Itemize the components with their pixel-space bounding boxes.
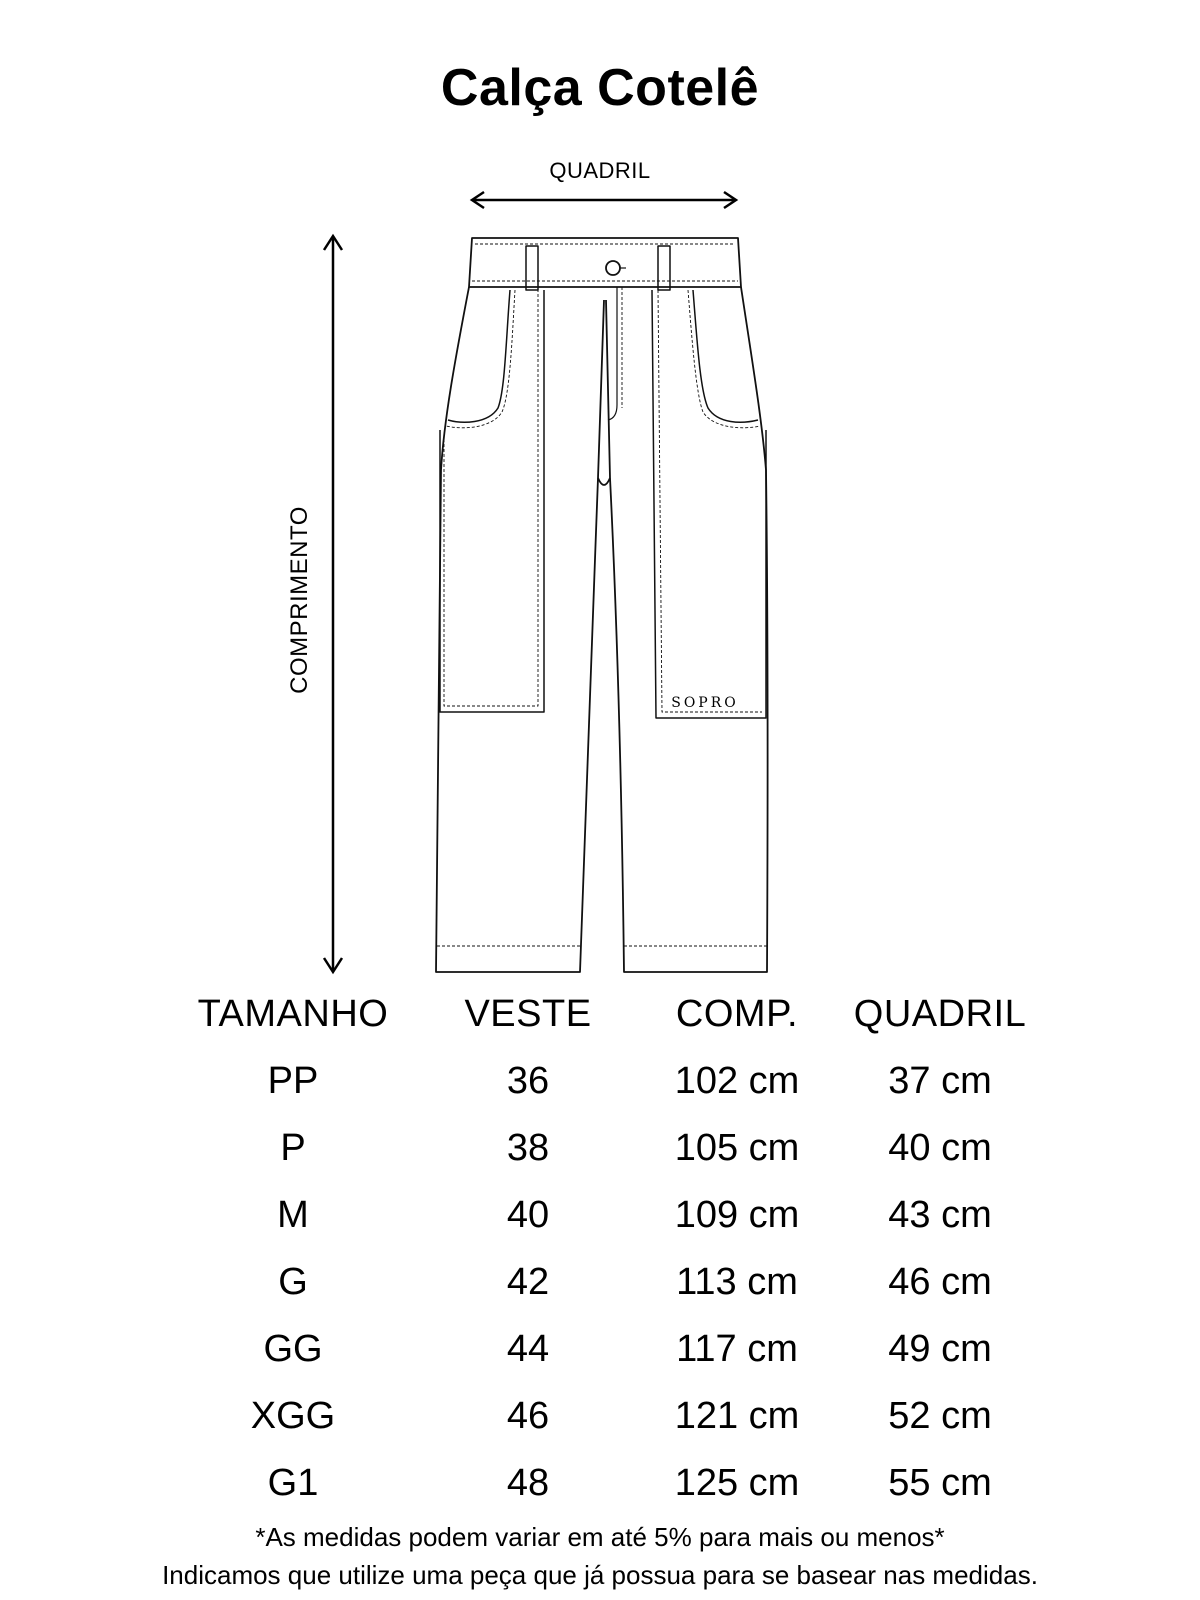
length-cell: 105 cm [674, 1127, 800, 1169]
width-arrow [472, 192, 736, 208]
length-arrow [324, 236, 342, 972]
length-cell: 121 cm [674, 1395, 800, 1437]
header-dress-size: VESTE [464, 993, 592, 1035]
table-row [0, 1191, 1200, 1258]
size-cell: G [278, 1261, 308, 1303]
size-cell: PP [267, 1060, 319, 1102]
size-table [0, 990, 1200, 1526]
brand-tag: SOPRO [671, 695, 739, 711]
dress-size-cell: 48 [506, 1462, 550, 1504]
table-row [0, 1057, 1200, 1124]
width-measure-label: QUADRIL [549, 158, 651, 183]
hip-cell: 52 cm [888, 1395, 992, 1437]
measurement-variation-note: *As medidas podem variar em até 5% para mais ou menos* [255, 1522, 945, 1552]
hip-cell: 37 cm [888, 1060, 992, 1102]
dress-size-cell: 40 [506, 1194, 550, 1236]
table-row [0, 1459, 1200, 1526]
dress-size-cell: 38 [506, 1127, 550, 1169]
length-cell: 117 cm [676, 1328, 798, 1370]
hip-cell: 46 cm [888, 1261, 992, 1303]
size-cell: G1 [267, 1462, 319, 1504]
table-row [0, 1325, 1200, 1392]
table-row [0, 1392, 1200, 1459]
dress-size-cell: 36 [506, 1060, 550, 1102]
hip-cell: 40 cm [888, 1127, 992, 1169]
table-row [0, 1124, 1200, 1191]
dress-size-cell: 46 [506, 1395, 550, 1437]
page-title: Calça Cotelê [440, 59, 760, 117]
hip-cell: 49 cm [888, 1328, 992, 1370]
pants-outline [436, 238, 768, 972]
length-cell: 102 cm [674, 1060, 800, 1102]
size-cell: GG [263, 1328, 323, 1370]
dress-size-cell: 44 [506, 1328, 550, 1370]
size-cell: XGG [250, 1395, 336, 1437]
length-cell: 113 cm [676, 1261, 798, 1303]
length-cell: 125 cm [674, 1462, 800, 1504]
size-cell: P [280, 1127, 306, 1169]
dress-size-cell: 42 [506, 1261, 550, 1303]
hip-cell: 43 cm [888, 1194, 992, 1236]
header-hip: QUADRIL [853, 993, 1027, 1035]
header-size: TAMANHO [197, 993, 389, 1035]
length-cell: 109 cm [674, 1194, 800, 1236]
table-row [0, 1258, 1200, 1325]
header-length: COMP. [675, 993, 799, 1035]
measurement-advice-note: Indicamos que utilize uma peça que já possua para se basear nas medidas. [162, 1560, 1038, 1590]
hip-cell: 55 cm [888, 1462, 992, 1504]
size-cell: M [277, 1194, 309, 1236]
length-measure-label: COMPRIMENTO [286, 506, 313, 694]
size-table-header [0, 990, 1200, 1057]
